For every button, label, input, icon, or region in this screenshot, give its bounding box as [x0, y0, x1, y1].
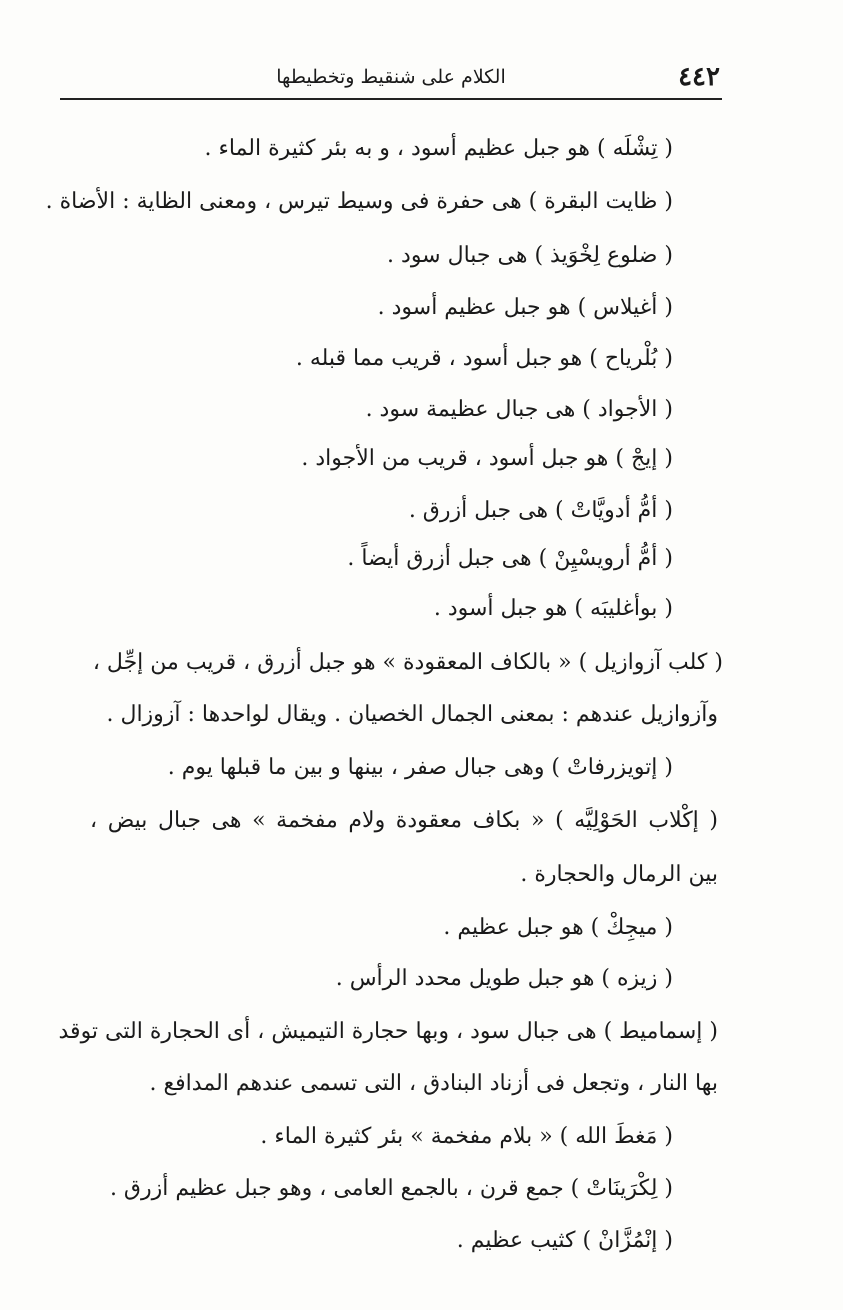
entry-line: ( بُلْرياح ) هو جبل أسود ، قريب مما قبله .: [295, 346, 673, 371]
entry-line: ( أمُّ أدويَّاتْ ) هى جبل أزرق .: [408, 498, 673, 523]
running-title: الكلام على شنقيط وتخطيطها: [276, 66, 506, 88]
entry-line: ( زيزه ) هو جبل طويل محدد الرأس .: [335, 966, 673, 991]
entry-line: ( كلب آزوازيل ) « بالكاف المعقودة » هو جبل أزرق ، قريب من إجِّل ،: [92, 650, 723, 675]
page-number: ٤٤٢: [678, 62, 720, 92]
entry-line: ( تِشْلَه ) هو جبل عظيم أسود ، و به بئر كثيرة الماء .: [204, 136, 673, 161]
entry-line: ( إيجْ ) هو جبل أسود ، قريب من الأجواد .: [301, 446, 673, 471]
entry-line: ( ضلوع لِخْوَيذ ) هى جبال سود .: [387, 243, 673, 268]
entry-line: ( أغيلاس ) هو جبل عظيم أسود .: [377, 295, 673, 320]
entry-line-continuation: بين الرمال والحجارة .: [520, 862, 718, 887]
entry-line-continuation: وآزوازيل عندهم : بمعنى الجمال الخصيان . ويقال لواحدها : آزوزال .: [106, 702, 718, 727]
entry-line: ( إنْمُزَّانْ ) كثيب عظيم .: [456, 1228, 673, 1253]
entry-line-continuation: بها النار ، وتجعل فى أزناد البنادق ، التى تسمى عندهم المدافع .: [149, 1071, 718, 1096]
entry-line: ( إكْلاب الحَوْلِيَّه ) « بكاف معقودة ولام مفخمة » هى جبال بيض ،: [90, 808, 718, 833]
entry-line: ( ظايت البقرة ) هى حفرة فى وسيط تيرس ، ومعنى الظاية : الأضاة .: [45, 189, 673, 214]
entry-line: ( مَغطَ الله ) « بلام مفخمة » بئر كثيرة الماء .: [260, 1124, 673, 1149]
entry-line: ( إتويزرفاتْ ) وهى جبال صفر ، بينها و بين ما قبلها يوم .: [167, 755, 673, 780]
entry-line: ( لِكْرَينَاتْ ) جمع قرن ، بالجمع العامى ، وهو جبل عظيم أزرق .: [109, 1176, 673, 1201]
entry-line: ( ميجِكْ ) هو جبل عظيم .: [443, 915, 673, 940]
entry-line: ( أمُّ أرويسْيِنْ ) هى جبل أزرق أيضاً .: [347, 546, 673, 571]
entry-line: ( بوأغليبَه ) هو جبل أسود .: [433, 596, 673, 621]
entry-line: ( الأجواد ) هى جبال عظيمة سود .: [365, 397, 673, 422]
entry-line: ( إسماميط ) هى جبال سود ، وبها حجارة التيميش ، أى الحجارة التى توقد: [58, 1019, 718, 1044]
